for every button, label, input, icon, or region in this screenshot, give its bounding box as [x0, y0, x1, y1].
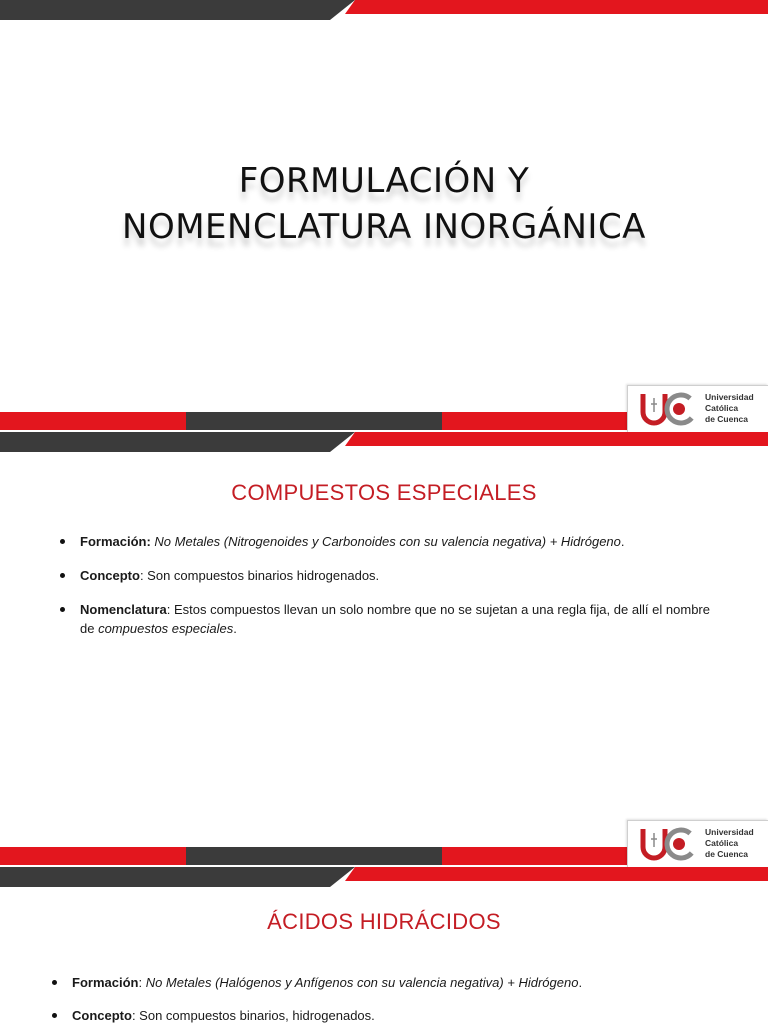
university-logo	[627, 820, 768, 867]
bullet-icon	[52, 1013, 57, 1018]
logo-text: Universidad Católica de Cuenca	[705, 827, 754, 859]
main-title	[0, 158, 768, 250]
uc-logo-icon	[640, 827, 700, 861]
list-item: Concepto: Son compuestos binarios hidrogenados.	[58, 566, 710, 585]
bullet-icon	[60, 573, 65, 578]
logo-text: Universidad Católica de Cuenca	[705, 392, 754, 424]
list-item: Concepto: Son compuestos binarios, hidrogenados.	[50, 1006, 720, 1024]
section-heading: COMPUESTOS ESPECIALES	[231, 480, 537, 505]
main-title-line-1: FORMULACIÓN Y	[238, 161, 530, 201]
list-item: Formación: No Metales (Nitrogenoides y Carbonoides con su valencia negativa) + Hidrógeno.	[58, 532, 710, 551]
title-slide	[0, 0, 768, 432]
bullet-icon	[60, 607, 65, 612]
university-logo	[627, 385, 768, 432]
list-item: Nomenclatura: Estos compuestos llevan un solo nombre que no se sujetan a una regla fija, de allí el nombre de compuestos especiales.	[58, 600, 710, 638]
main-title-line-2: NOMENCLATURA INORGÁNICA	[122, 207, 646, 247]
slide-compuestos-especiales	[0, 432, 768, 867]
bullet-list	[58, 532, 710, 653]
bullet-icon	[60, 539, 65, 544]
top-stripe	[0, 0, 768, 22]
top-stripe	[0, 867, 768, 889]
section-heading: ÁCIDOS HIDRÁCIDOS	[267, 909, 501, 934]
top-stripe	[0, 432, 768, 454]
slide-acidos-hidracidos	[0, 867, 768, 1024]
bullet-list	[50, 973, 720, 1024]
bullet-icon	[52, 980, 57, 985]
list-item: Formación: No Metales (Halógenos y Anfígenos con su valencia negativa) + Hidrógeno.	[50, 973, 720, 992]
uc-logo-icon	[640, 392, 700, 426]
